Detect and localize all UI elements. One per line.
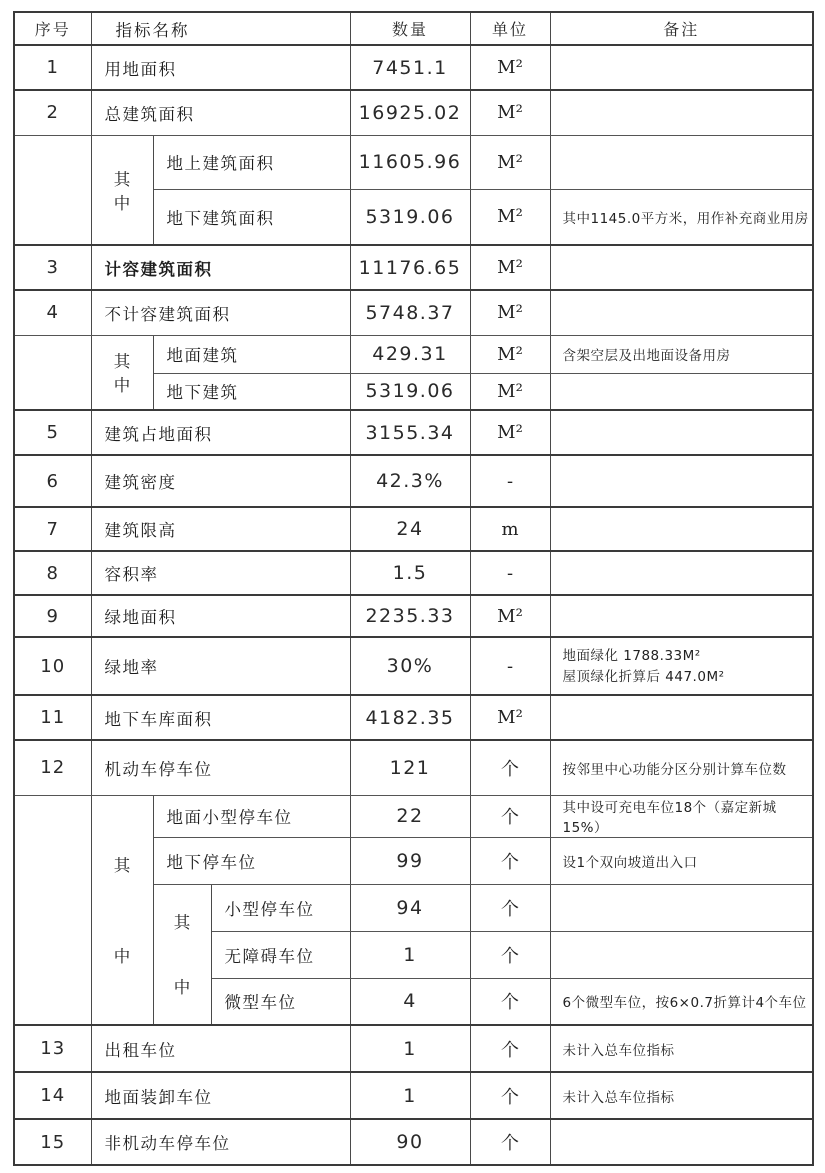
name-cell: 地面建筑	[153, 335, 350, 373]
qty-cell: 99	[350, 837, 470, 884]
remark-cell: 6个微型车位，按6×0.7折算计4个车位	[550, 978, 813, 1025]
header-no: 序号	[14, 12, 91, 45]
qty-cell: 22	[350, 795, 470, 837]
remark-cell	[550, 931, 813, 978]
remark-cell: 未计入总车位指标	[550, 1025, 813, 1072]
table-row	[14, 290, 813, 335]
qizhong-bottom: 中	[113, 947, 131, 967]
unit-cell: M²	[470, 695, 550, 740]
remark-cell	[550, 290, 813, 335]
remark-cell	[550, 551, 813, 595]
remark-cell	[550, 135, 813, 189]
qizhong-label	[91, 135, 153, 245]
no-cell: 11	[14, 695, 91, 740]
qty-cell: 5748.37	[350, 290, 470, 335]
indicator-table	[13, 11, 814, 1166]
remark-cell	[550, 45, 813, 90]
qizhong-bottom: 中	[113, 193, 131, 213]
table-row	[14, 90, 813, 135]
qty-cell: 42.3%	[350, 455, 470, 507]
no-cell: 13	[14, 1025, 91, 1072]
qty-cell: 11605.96	[350, 135, 470, 189]
qty-cell: 1	[350, 931, 470, 978]
unit-cell: 个	[470, 978, 550, 1025]
qty-cell: 24	[350, 507, 470, 551]
remark-cell: 按邻里中心功能分区分别计算车位数	[550, 740, 813, 795]
qty-cell: 16925.02	[350, 90, 470, 135]
no-cell: 12	[14, 740, 91, 795]
name-cell: 总建筑面积	[91, 90, 350, 135]
qty-cell: 1	[350, 1025, 470, 1072]
remark-cell	[550, 373, 813, 410]
remark-cell	[550, 90, 813, 135]
name-cell: 绿地面积	[91, 595, 350, 637]
unit-cell: M²	[470, 245, 550, 290]
remark-cell: 未计入总车位指标	[550, 1072, 813, 1119]
unit-cell: M²	[470, 373, 550, 410]
unit-cell: 个	[470, 1072, 550, 1119]
name-cell: 地下车库面积	[91, 695, 350, 740]
remark-cell: 其中1145.0平方米，用作补充商业用房	[550, 189, 813, 245]
no-cell: 6	[14, 455, 91, 507]
unit-cell: -	[470, 637, 550, 695]
blank-no-cell	[14, 795, 91, 1025]
name-cell: 地下建筑面积	[153, 189, 350, 245]
remark-cell: 设1个双向坡道出入口	[550, 837, 813, 884]
name-cell: 机动车停车位	[91, 740, 350, 795]
name-cell: 用地面积	[91, 45, 350, 90]
header-remark: 备注	[550, 12, 813, 45]
blank-no-cell	[14, 335, 91, 410]
table-row	[14, 740, 813, 795]
table-row	[14, 507, 813, 551]
unit-cell: -	[470, 551, 550, 595]
qizhong-bottom: 中	[173, 978, 191, 998]
qty-cell: 2235.33	[350, 595, 470, 637]
qizhong-top: 其	[173, 912, 191, 932]
table-row	[14, 245, 813, 290]
qty-cell: 4	[350, 978, 470, 1025]
qizhong-top: 其	[113, 169, 131, 189]
table-subrow	[14, 795, 813, 837]
unit-cell: 个	[470, 1025, 550, 1072]
no-cell: 7	[14, 507, 91, 551]
remark-cell: 含架空层及出地面设备用房	[550, 335, 813, 373]
unit-cell: M²	[470, 595, 550, 637]
unit-cell: 个	[470, 1119, 550, 1165]
table-row	[14, 45, 813, 90]
name-cell: 计容建筑面积	[91, 245, 350, 290]
table-row	[14, 695, 813, 740]
qty-cell: 30%	[350, 637, 470, 695]
qty-cell: 3155.34	[350, 410, 470, 455]
remark-cell	[550, 507, 813, 551]
unit-cell: M²	[470, 290, 550, 335]
remark-cell	[550, 1119, 813, 1165]
remark-cell	[550, 410, 813, 455]
qty-cell: 1.5	[350, 551, 470, 595]
no-cell: 15	[14, 1119, 91, 1165]
name-cell: 无障碍车位	[211, 931, 350, 978]
no-cell: 10	[14, 637, 91, 695]
unit-cell: M²	[470, 135, 550, 189]
header-row	[14, 12, 813, 45]
name-cell: 建筑密度	[91, 455, 350, 507]
table-row	[14, 455, 813, 507]
qizhong-label	[91, 795, 153, 1025]
table-subrow	[14, 135, 813, 189]
no-cell: 2	[14, 90, 91, 135]
name-cell: 容积率	[91, 551, 350, 595]
qty-cell: 5319.06	[350, 189, 470, 245]
unit-cell: M²	[470, 335, 550, 373]
table-row	[14, 1072, 813, 1119]
unit-cell: 个	[470, 884, 550, 931]
qty-cell: 121	[350, 740, 470, 795]
qizhong-top: 其	[113, 856, 131, 876]
header-unit: 单位	[470, 12, 550, 45]
remark-line-1: 地面绿化 1788.33M²	[562, 648, 701, 665]
name-cell: 建筑限高	[91, 507, 350, 551]
unit-cell: M²	[470, 90, 550, 135]
no-cell: 5	[14, 410, 91, 455]
unit-cell: 个	[470, 837, 550, 884]
qizhong-label-nested	[153, 884, 211, 1025]
remark-cell	[550, 245, 813, 290]
blank-no-cell	[14, 135, 91, 245]
unit-cell: 个	[470, 931, 550, 978]
name-cell: 地上建筑面积	[153, 135, 350, 189]
remark-cell	[550, 455, 813, 507]
qty-cell: 7451.1	[350, 45, 470, 90]
qty-cell: 4182.35	[350, 695, 470, 740]
remark-cell	[550, 595, 813, 637]
name-cell: 不计容建筑面积	[91, 290, 350, 335]
name-cell: 非机动车停车位	[91, 1119, 350, 1165]
no-cell: 9	[14, 595, 91, 637]
name-cell: 建筑占地面积	[91, 410, 350, 455]
table-row	[14, 595, 813, 637]
name-cell: 地面装卸车位	[91, 1072, 350, 1119]
table-row	[14, 1119, 813, 1165]
qizhong-bottom: 中	[113, 376, 131, 396]
unit-cell: M²	[470, 410, 550, 455]
table-row	[14, 1025, 813, 1072]
name-cell: 出租车位	[91, 1025, 350, 1072]
name-cell: 地下建筑	[153, 373, 350, 410]
unit-cell: 个	[470, 740, 550, 795]
table-row	[14, 410, 813, 455]
table-row	[14, 551, 813, 595]
unit-cell: M²	[470, 45, 550, 90]
remark-cell	[550, 637, 813, 695]
qty-cell: 1	[350, 1072, 470, 1119]
qty-cell: 429.31	[350, 335, 470, 373]
table-row	[14, 637, 813, 695]
remark-cell: 其中设可充电车位18个（嘉定新城15%）	[550, 795, 813, 837]
unit-cell: M²	[470, 189, 550, 245]
qty-cell: 90	[350, 1119, 470, 1165]
qty-cell: 94	[350, 884, 470, 931]
qizhong-label	[91, 335, 153, 410]
remark-cell	[550, 695, 813, 740]
unit-cell: -	[470, 455, 550, 507]
unit-cell: 个	[470, 795, 550, 837]
indicator-table-wrap	[13, 11, 814, 1166]
remark-cell	[550, 884, 813, 931]
no-cell: 3	[14, 245, 91, 290]
name-cell: 小型停车位	[211, 884, 350, 931]
name-cell: 地面小型停车位	[153, 795, 350, 837]
header-name: 指标名称	[91, 12, 350, 45]
no-cell: 8	[14, 551, 91, 595]
qty-cell: 5319.06	[350, 373, 470, 410]
qizhong-top: 其	[113, 352, 131, 372]
no-cell: 14	[14, 1072, 91, 1119]
header-qty: 数量	[350, 12, 470, 45]
name-cell: 绿地率	[91, 637, 350, 695]
remark-line-2: 屋顶绿化折算后 447.0M²	[562, 669, 725, 685]
no-cell: 4	[14, 290, 91, 335]
name-cell: 地下停车位	[153, 837, 350, 884]
name-cell: 微型车位	[211, 978, 350, 1025]
qty-cell: 11176.65	[350, 245, 470, 290]
table-subrow	[14, 335, 813, 373]
unit-cell: m	[470, 507, 550, 551]
no-cell: 1	[14, 45, 91, 90]
